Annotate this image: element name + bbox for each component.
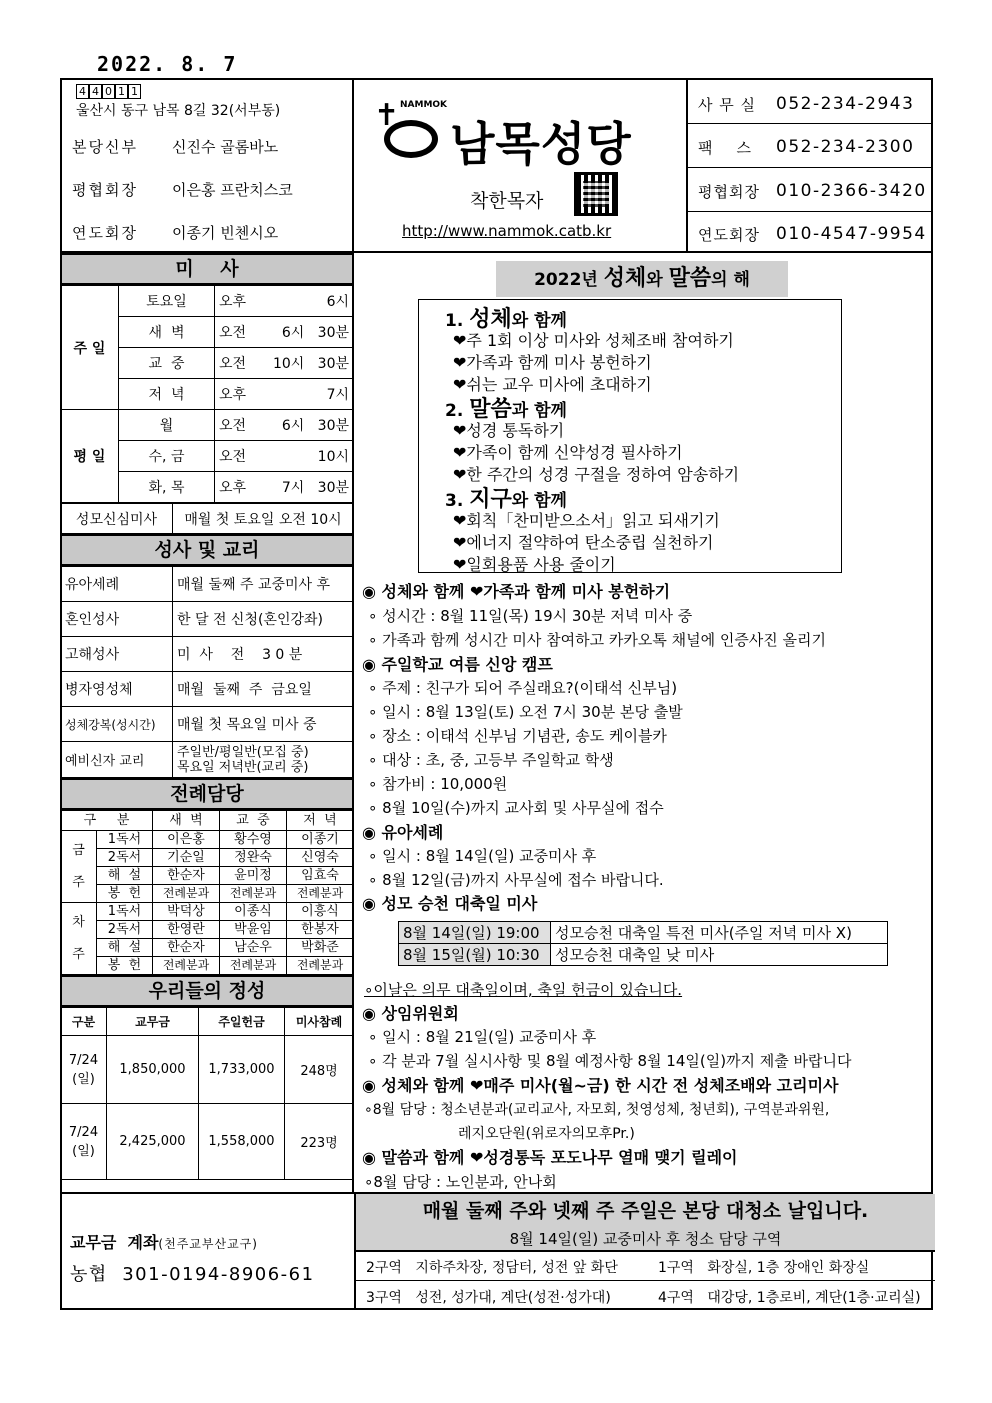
notice-heading: ◉ 성체와 함께 ❤매주 미사(월~금) 한 시간 전 성체조배와 고리미사 xyxy=(362,1076,839,1095)
offering-table xyxy=(60,1007,354,1180)
sacrament-value: 매월 첫 목요일 미사 중 xyxy=(173,707,354,742)
mass-ampm: 오전 xyxy=(215,410,257,441)
plan-heading: 1. 성체와 함께 xyxy=(445,307,567,332)
plan-item: ❤가족이 함께 신약성경 필사하기 xyxy=(453,443,683,462)
liturgy-person: 이종기 xyxy=(287,831,354,849)
liturgy-role: 해 설 xyxy=(97,867,153,885)
offering-amount: 1,733,000 xyxy=(199,1036,285,1104)
cleaning-zone: 4구역 대강당, 1층로비, 계단(1층·교리실) xyxy=(658,1290,921,1306)
liturgy-person: 전례분과 xyxy=(287,957,354,975)
year-theme-part: 2022년 xyxy=(534,270,604,290)
plan-item: ❤에너지 절약하여 탄소중립 실천하기 xyxy=(453,533,714,552)
notice-line: ∘ 가족과 함께 성시간 미사 참여하고 카카오톡 채널에 인증사진 올리기 xyxy=(368,631,827,649)
liturgy-person: 전례분과 xyxy=(220,885,287,903)
sacrament-label: 고해성사 xyxy=(61,637,173,672)
notice-line: ∘ 대상 : 초, 중, 고등부 주일학교 학생 xyxy=(368,751,614,769)
zip-code xyxy=(76,84,141,99)
liturgy-person: 박덕상 xyxy=(153,903,220,921)
notice-heading: ◉ 말씀과 함께 ❤성경통독 포도나무 열매 맺기 릴레이 xyxy=(362,1148,738,1167)
plan-heading: 3. 지구와 함께 xyxy=(445,487,567,512)
motto: 착한목자 xyxy=(470,190,544,212)
sacrament-label: 혼인성사 xyxy=(61,602,173,637)
contact-label: 사 무 실 xyxy=(698,96,757,114)
contact-row xyxy=(698,137,914,158)
yeondo-label: 연도회장 xyxy=(72,224,138,242)
cleaning-zone: 3구역 성전, 성가대, 계단(성전·성가대) xyxy=(366,1290,611,1306)
marian-mass-value: 매월 첫 토요일 오전 10시 xyxy=(173,504,354,534)
council-row xyxy=(72,179,293,200)
liturgy-group-label: 차 주 xyxy=(61,903,97,975)
notice-line: ∘8월 담당 : 노인분과, 안나회 xyxy=(364,1173,557,1191)
logo-small-text: NAMMOK xyxy=(400,100,448,110)
zip-digit: 1 xyxy=(128,84,141,99)
liturgy-person: 윤미정 xyxy=(220,867,287,885)
parish-logo xyxy=(362,98,678,171)
contact-row xyxy=(698,181,927,202)
liturgy-group-label: 금 주 xyxy=(61,831,97,903)
notice-line: ∘ 각 분과 7월 실시사항 및 8월 예정사항 8월 14일(일)까지 제출 바랍니다 xyxy=(368,1052,852,1070)
offering-attendance: 248명 xyxy=(285,1036,354,1104)
liturgy-person: 기순일 xyxy=(153,849,220,867)
notice-line: ∘ 참가비 : 10,000원 xyxy=(368,775,508,793)
mass-day: 저 녁 xyxy=(119,379,215,410)
offering-date: 7/24 (일) xyxy=(61,1036,107,1104)
liturgy-person: 임효숙 xyxy=(287,867,354,885)
year-theme-part: 와 xyxy=(646,270,669,290)
liturgy-col-head: 교 중 xyxy=(220,811,287,831)
plan-item: ❤한 주간의 성경 구절을 정하여 암송하기 xyxy=(453,465,740,484)
plan-item: ❤성경 통독하기 xyxy=(453,421,565,440)
mass-time: 7시 xyxy=(257,379,354,410)
offering-col-head: 구분 xyxy=(61,1008,107,1036)
plan-item: ❤쉬는 교우 미사에 초대하기 xyxy=(453,375,652,394)
notice-line: ∘ 성시간 : 8월 11일(목) 19시 30분 저녁 미사 중 xyxy=(368,607,693,625)
account-number: 농협 301-0194-8906-61 xyxy=(70,1264,315,1285)
mass-time: 7시 30분 xyxy=(257,472,354,503)
bulletin-date: 2022. 8. 7 xyxy=(97,52,238,76)
contact-number: 052-234-2943 xyxy=(776,94,915,114)
mass-time: 10시 30분 xyxy=(257,348,354,379)
notice-line: ∘ 8월 10일(수)까지 교사회 및 사무실에 접수 xyxy=(368,799,664,817)
mass-day: 수, 금 xyxy=(119,441,215,472)
plan-heading: 2. 말씀과 함께 xyxy=(445,397,567,422)
liturgy-person: 박화준 xyxy=(287,939,354,957)
zip-digit: 4 xyxy=(89,84,102,99)
mass-time: 6시 30분 xyxy=(257,317,354,348)
sacrament-label: 병자영성체 xyxy=(61,672,173,707)
offering-col-head: 주일헌금 xyxy=(199,1008,285,1036)
mass-table xyxy=(60,285,354,503)
marian-mass-table xyxy=(60,503,354,534)
liturgy-col-head: 구 분 xyxy=(61,811,153,831)
liturgy-person: 황수영 xyxy=(220,831,287,849)
plan-item: ❤일회용품 사용 줄이기 xyxy=(453,555,616,574)
yeondo-name: 이종기 빈첸시오 xyxy=(172,224,279,242)
notice-line: ∘ 장소 : 이태석 신부님 기념관, 송도 케이블카 xyxy=(368,727,667,745)
notice-line: 레지오단원(위로자의모후Pr.) xyxy=(458,1126,635,1142)
liturgy-person: 전례분과 xyxy=(153,957,220,975)
weekday-label: 평 일 xyxy=(61,410,119,503)
liturgy-person: 박윤임 xyxy=(220,921,287,939)
notice-heading: ◉ 유아세례 xyxy=(362,823,444,842)
mass-time: 6시 30분 xyxy=(257,410,354,441)
notice-heading: ◉ 성체와 함께 ❤가족과 함께 미사 봉헌하기 xyxy=(362,582,671,601)
sacrament-label: 유아세례 xyxy=(61,567,173,602)
liturgy-person: 이종식 xyxy=(220,903,287,921)
year-plan-box xyxy=(418,299,842,573)
liturgy-col-head: 저 녁 xyxy=(287,811,354,831)
mass-ampm: 오후 xyxy=(215,472,257,503)
sacrament-label: 예비신자 교리 xyxy=(61,742,173,778)
qr-code-icon xyxy=(574,172,618,216)
liturgy-person: 한순자 xyxy=(153,867,220,885)
offering-amount: 1,558,000 xyxy=(199,1104,285,1180)
mass-day: 교 중 xyxy=(119,348,215,379)
liturgy-role: 2독서 xyxy=(97,849,153,867)
contact-row xyxy=(698,224,927,245)
notice-line: ∘ 8월 12일(금)까지 사무실에 접수 바랍니다. xyxy=(368,871,664,889)
liturgy-role: 1독서 xyxy=(97,903,153,921)
liturgy-person: 이흥식 xyxy=(287,903,354,921)
sacraments-table xyxy=(60,566,354,778)
council-label: 평협회장 xyxy=(72,181,138,199)
offering-amount: 1,850,000 xyxy=(107,1036,199,1104)
liturgy-person: 신영숙 xyxy=(287,849,354,867)
mass-ampm: 오전 xyxy=(215,441,257,472)
contact-number: 052-234-2300 xyxy=(776,137,915,157)
offering-amount: 2,425,000 xyxy=(107,1104,199,1180)
liturgy-role: 1독서 xyxy=(97,831,153,849)
mass-day: 새 벽 xyxy=(119,317,215,348)
mass-day: 화, 목 xyxy=(119,472,215,503)
pastor-label: 본당신부 xyxy=(72,138,138,156)
cleaning-zone: 1구역 화장실, 1층 장애인 화장실 xyxy=(658,1260,870,1276)
sacraments-heading: 성사 및 교리 xyxy=(60,534,354,566)
liturgy-col-head: 새 벽 xyxy=(153,811,220,831)
address: 울산시 동구 남목 8길 32(서부동) xyxy=(76,103,281,119)
year-theme-part: 말씀 xyxy=(668,266,712,291)
mass-ampm: 오후 xyxy=(215,379,257,410)
liturgy-role: 봉 헌 xyxy=(97,885,153,903)
notice-line: ∘ 일시 : 8월 13일(토) 오전 7시 30분 본당 출발 xyxy=(368,703,683,721)
header-contacts xyxy=(686,78,933,253)
liturgy-person: 남순우 xyxy=(220,939,287,957)
zip-digit: 4 xyxy=(76,84,89,99)
liturgy-person: 전례분과 xyxy=(153,885,220,903)
contact-number: 010-2366-3420 xyxy=(776,181,927,201)
notice-line: ∘8월 담당 : 청소년분과(교리교사, 자모회, 첫영성체, 청년회), 구역분과위원, xyxy=(364,1102,830,1118)
year-theme-title xyxy=(496,261,788,297)
sacrament-value: 미 사 전 3 0 분 xyxy=(173,637,354,672)
mass-time: 10시 xyxy=(257,441,354,472)
notice-line: ∘ 주제 : 친구가 되어 주실래요?(이태석 신부님) xyxy=(368,679,678,697)
plan-item: ❤주 1회 이상 미사와 성체조배 참여하기 xyxy=(453,331,734,350)
offering-attendance: 223명 xyxy=(285,1104,354,1180)
sunday-label: 주 일 xyxy=(61,286,119,410)
marian-mass-label: 성모신심미사 xyxy=(61,504,173,534)
mass-ampm: 오전 xyxy=(215,348,257,379)
cross-icon: ✝ xyxy=(374,98,400,133)
liturgy-person: 한봉자 xyxy=(287,921,354,939)
liturgy-person: 정완숙 xyxy=(220,849,287,867)
zip-digit: 1 xyxy=(115,84,128,99)
contact-label: 연도회장 xyxy=(698,226,760,244)
year-theme-part: 의 해 xyxy=(711,270,750,290)
liturgy-person: 전례분과 xyxy=(287,885,354,903)
mass-day: 토요일 xyxy=(119,286,215,317)
notice-line: ∘이날은 의무 대축일이며, 축일 헌금이 있습니다. xyxy=(364,981,683,999)
cleaning-zone: 2구역 지하주차장, 정담터, 성전 앞 화단 xyxy=(366,1260,618,1276)
contact-label: 평협회장 xyxy=(698,183,760,201)
assumption-date: 8월 14일(일) 19:00 xyxy=(399,922,551,944)
notice-heading: ◉ 주일학교 여름 신앙 캠프 xyxy=(362,655,553,674)
header-logo xyxy=(352,78,688,253)
pastor-row xyxy=(72,136,278,157)
offering-heading: 우리들의 정성 xyxy=(60,975,354,1007)
account-label: 교무금 계좌(천주교부산교구) xyxy=(70,1233,258,1252)
liturgy-person: 한영란 xyxy=(153,921,220,939)
mass-time: 6시 xyxy=(257,286,354,317)
contact-number: 010-4547-9954 xyxy=(776,224,927,244)
sacrament-label: 성체강복(성시간) xyxy=(61,707,173,742)
council-name: 이은홍 프란치스코 xyxy=(172,181,293,199)
assumption-mass-table xyxy=(398,921,888,966)
logo-mark-icon xyxy=(384,120,438,158)
parish-name: 남목성당 xyxy=(450,117,632,171)
contact-row xyxy=(698,94,914,115)
notice-heading: ◉ 성모 승천 대축일 미사 xyxy=(362,894,538,913)
sacrament-value: 한 달 전 신청(혼인강좌) xyxy=(173,602,354,637)
mass-ampm: 오전 xyxy=(215,317,257,348)
offering-col-head: 미사참례 xyxy=(285,1008,354,1036)
assumption-date: 8월 15일(월) 10:30 xyxy=(399,944,551,966)
liturgy-heading: 전례담당 xyxy=(60,778,354,810)
header-parish-info xyxy=(60,78,354,253)
mass-ampm: 오후 xyxy=(215,286,257,317)
yeondo-row xyxy=(72,222,278,243)
mass-heading: 미 사 xyxy=(60,253,354,285)
pastor-name: 신진수 골롬바노 xyxy=(172,138,279,156)
cleaning-subtitle: 8월 14일(일) 교중미사 후 청소 담당 구역 xyxy=(356,1228,935,1250)
sacrament-value: 매월 둘째 주 금요일 xyxy=(173,672,354,707)
liturgy-person: 한순자 xyxy=(153,939,220,957)
liturgy-role: 봉 헌 xyxy=(97,957,153,975)
plan-item: ❤회칙「찬미받으소서」읽고 되새기기 xyxy=(453,511,720,530)
cleaning-title: 매월 둘째 주와 넷째 주 주일은 본당 대청소 날입니다. xyxy=(356,1194,935,1228)
zip-digit: 0 xyxy=(102,84,115,99)
assumption-desc: 성모승천 대축일 특전 미사(주일 저녁 미사 X) xyxy=(551,922,888,944)
contact-label: 팩 스 xyxy=(698,139,753,157)
assumption-desc: 성모승천 대축일 낮 미사 xyxy=(551,944,888,966)
liturgy-role: 해 설 xyxy=(97,939,153,957)
year-theme-part: 성체 xyxy=(603,266,647,291)
left-column xyxy=(60,253,354,1180)
plan-item: ❤가족과 함께 미사 봉헌하기 xyxy=(453,353,652,372)
liturgy-person: 이은홍 xyxy=(153,831,220,849)
offering-col-head: 교무금 xyxy=(107,1008,199,1036)
bottom-section xyxy=(60,1192,933,1310)
website-link[interactable]: http://www.nammok.catb.kr xyxy=(402,222,612,240)
offering-date: 7/24 (일) xyxy=(61,1104,107,1180)
notice-line: ∘ 일시 : 8월 21일(일) 교중미사 후 xyxy=(368,1028,597,1046)
notice-heading: ◉ 상임위원회 xyxy=(362,1004,459,1023)
notice-line: ∘ 일시 : 8월 14일(일) 교중미사 후 xyxy=(368,847,597,865)
liturgy-table xyxy=(60,810,354,975)
mass-day: 월 xyxy=(119,410,215,441)
liturgy-role: 2독서 xyxy=(97,921,153,939)
liturgy-person: 전례분과 xyxy=(220,957,287,975)
sacrament-value: 매월 둘째 주 교중미사 후 xyxy=(173,567,354,602)
sacrament-value: 주일반/평일반(모집 중) 목요일 저녁반(교리 중) xyxy=(173,742,354,778)
